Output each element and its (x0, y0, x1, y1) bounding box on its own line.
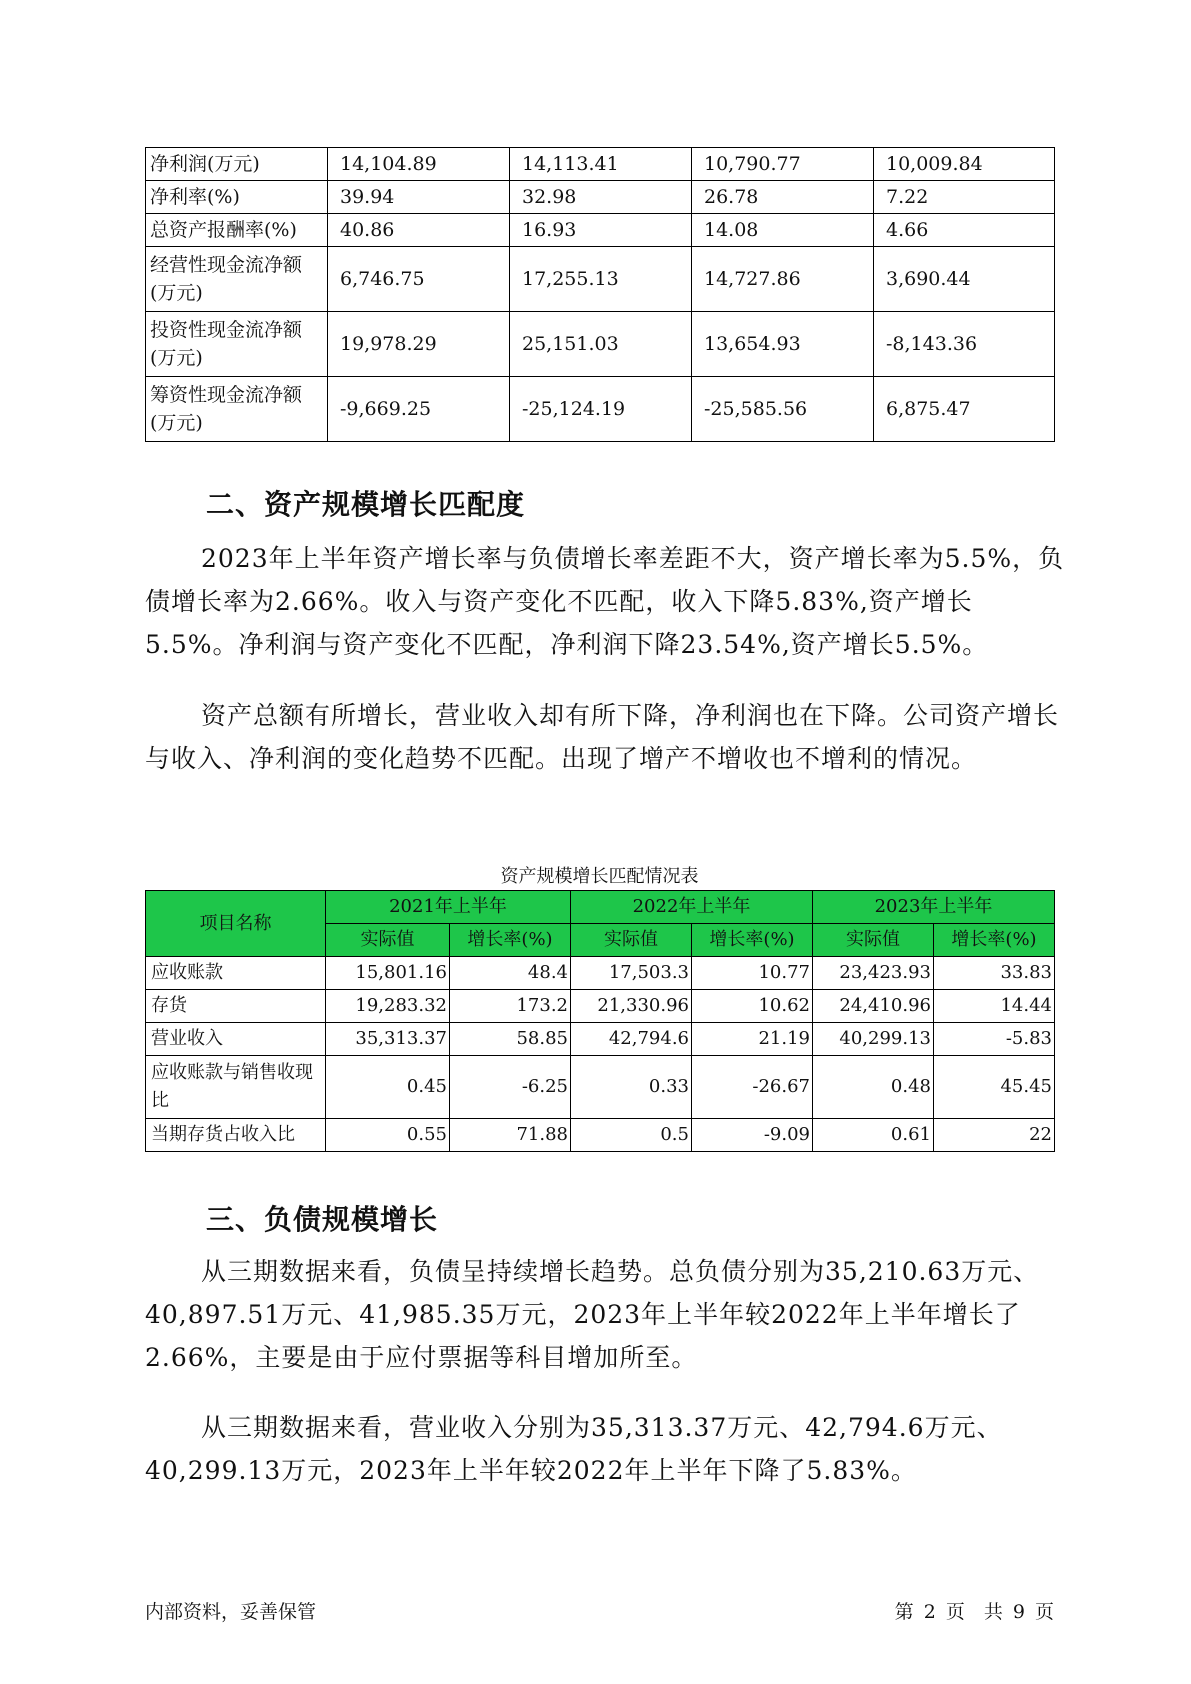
cell-value: 45.45 (934, 1056, 1055, 1119)
paragraph: 资产总额有所增长，营业收入却有所下降，净利润也在下降。公司资产增长与收入、净利润的变化趋势不匹配。出现了增产不增收也不增利的情况。 (145, 701, 1060, 773)
cell-value: 48.4 (450, 957, 571, 990)
subheader-growth: 增长率(%) (450, 924, 571, 957)
table-row (146, 1119, 1055, 1152)
cell-value: 16.93 (510, 214, 692, 247)
cell-value: 4.66 (874, 214, 1055, 247)
table-row (146, 990, 1055, 1023)
footer-note: 内部资料，妥善保管 (145, 1601, 317, 1623)
cell-value: -25,585.56 (692, 377, 874, 442)
row-label: 净利率(%) (146, 181, 328, 214)
cell-value: 0.33 (571, 1056, 692, 1119)
table-row (146, 957, 1055, 990)
cell-value: 19,978.29 (328, 312, 510, 377)
table-row (146, 377, 1055, 442)
cell-value: 10.62 (692, 990, 813, 1023)
row-label: 应收账款与销售收现比 (146, 1056, 326, 1119)
cell-value: -9.09 (692, 1119, 813, 1152)
cell-value: 0.55 (326, 1119, 450, 1152)
period-header: 2022年上半年 (571, 891, 813, 924)
cell-value: 10.77 (692, 957, 813, 990)
cell-value: 40.86 (328, 214, 510, 247)
subheader-actual: 实际值 (326, 924, 450, 957)
cell-value: 0.45 (326, 1056, 450, 1119)
cell-value: 0.5 (571, 1119, 692, 1152)
page-number: 第 2 页 共 9 页 (894, 1601, 1054, 1623)
paragraph: 从三期数据来看，营业收入分别为35,313.37万元、42,794.6万元、40,299.13万元，2023年上半年较2022年上半年下降了5.83%。 (145, 1413, 1003, 1485)
cell-value: -5.83 (934, 1023, 1055, 1056)
subheader-actual: 实际值 (813, 924, 934, 957)
subheader-actual: 实际值 (571, 924, 692, 957)
cell-value: 17,255.13 (510, 247, 692, 312)
cell-value: 35,313.37 (326, 1023, 450, 1056)
row-label: 当期存货占收入比 (146, 1119, 326, 1152)
cell-value: 14,104.89 (328, 148, 510, 181)
table-row (146, 1056, 1055, 1119)
financial-summary-table (145, 147, 1055, 442)
cell-value: 14.44 (934, 990, 1055, 1023)
cell-value: 14.08 (692, 214, 874, 247)
cell-value: -25,124.19 (510, 377, 692, 442)
paragraph: 从三期数据来看，负债呈持续增长趋势。总负债分别为35,210.63万元、40,897.51万元、41,985.35万元，2023年上半年较2022年上半年增长了2.66%，主要是由于应付票据等科目增加所至。 (145, 1257, 1040, 1372)
cell-value: 22 (934, 1119, 1055, 1152)
cell-value: 7.22 (874, 181, 1055, 214)
table-row (146, 1023, 1055, 1056)
table-row (146, 312, 1055, 377)
row-label: 筹资性现金流净额(万元) (146, 377, 328, 442)
cell-value: 14,727.86 (692, 247, 874, 312)
cell-value: 23,423.93 (813, 957, 934, 990)
cell-value: 21.19 (692, 1023, 813, 1056)
cell-value: -9,669.25 (328, 377, 510, 442)
cell-value: -26.67 (692, 1056, 813, 1119)
cell-value: 6,875.47 (874, 377, 1055, 442)
row-label: 存货 (146, 990, 326, 1023)
section-heading: 三、负债规模增长 (206, 1203, 439, 1236)
cell-value: 10,009.84 (874, 148, 1055, 181)
table-row (146, 148, 1055, 181)
section-heading: 二、资产规模增长匹配度 (206, 488, 526, 521)
cell-value: 42,794.6 (571, 1023, 692, 1056)
row-label: 总资产报酬率(%) (146, 214, 328, 247)
period-header: 2021年上半年 (326, 891, 571, 924)
table-caption: 资产规模增长匹配情况表 (500, 866, 699, 887)
cell-value: 21,330.96 (571, 990, 692, 1023)
cell-value: 17,503.3 (571, 957, 692, 990)
cell-value: 33.83 (934, 957, 1055, 990)
cell-value: 71.88 (450, 1119, 571, 1152)
cell-value: 58.85 (450, 1023, 571, 1056)
item-header: 项目名称 (146, 891, 326, 957)
table-row (146, 247, 1055, 312)
cell-value: 3,690.44 (874, 247, 1055, 312)
cell-value: 10,790.77 (692, 148, 874, 181)
header-row (146, 891, 1055, 924)
cell-value: 25,151.03 (510, 312, 692, 377)
asset-growth-match-table (145, 890, 1055, 1152)
table-row (146, 214, 1055, 247)
row-label: 经营性现金流净额(万元) (146, 247, 328, 312)
period-header: 2023年上半年 (813, 891, 1055, 924)
subheader-growth: 增长率(%) (692, 924, 813, 957)
cell-value: 0.48 (813, 1056, 934, 1119)
row-label: 应收账款 (146, 957, 326, 990)
cell-value: 6,746.75 (328, 247, 510, 312)
cell-value: 15,801.16 (326, 957, 450, 990)
cell-value: 26.78 (692, 181, 874, 214)
cell-value: 40,299.13 (813, 1023, 934, 1056)
subheader-growth: 增长率(%) (934, 924, 1055, 957)
table-row (146, 181, 1055, 214)
cell-value: 0.61 (813, 1119, 934, 1152)
row-label: 营业收入 (146, 1023, 326, 1056)
cell-value: 13,654.93 (692, 312, 874, 377)
row-label: 净利润(万元) (146, 148, 328, 181)
cell-value: 173.2 (450, 990, 571, 1023)
cell-value: 24,410.96 (813, 990, 934, 1023)
cell-value: -8,143.36 (874, 312, 1055, 377)
row-label: 投资性现金流净额(万元) (146, 312, 328, 377)
cell-value: 19,283.32 (326, 990, 450, 1023)
cell-value: -6.25 (450, 1056, 571, 1119)
cell-value: 32.98 (510, 181, 692, 214)
cell-value: 14,113.41 (510, 148, 692, 181)
cell-value: 39.94 (328, 181, 510, 214)
paragraph: 2023年上半年资产增长率与负债增长率差距不大，资产增长率为5.5%，负债增长率为2.66%。收入与资产变化不匹配，收入下降5.83%,资产增长5.5%。净利润与资产变化不匹配，净利润下降23.54%,资产增长5.5%。 (145, 544, 1065, 659)
